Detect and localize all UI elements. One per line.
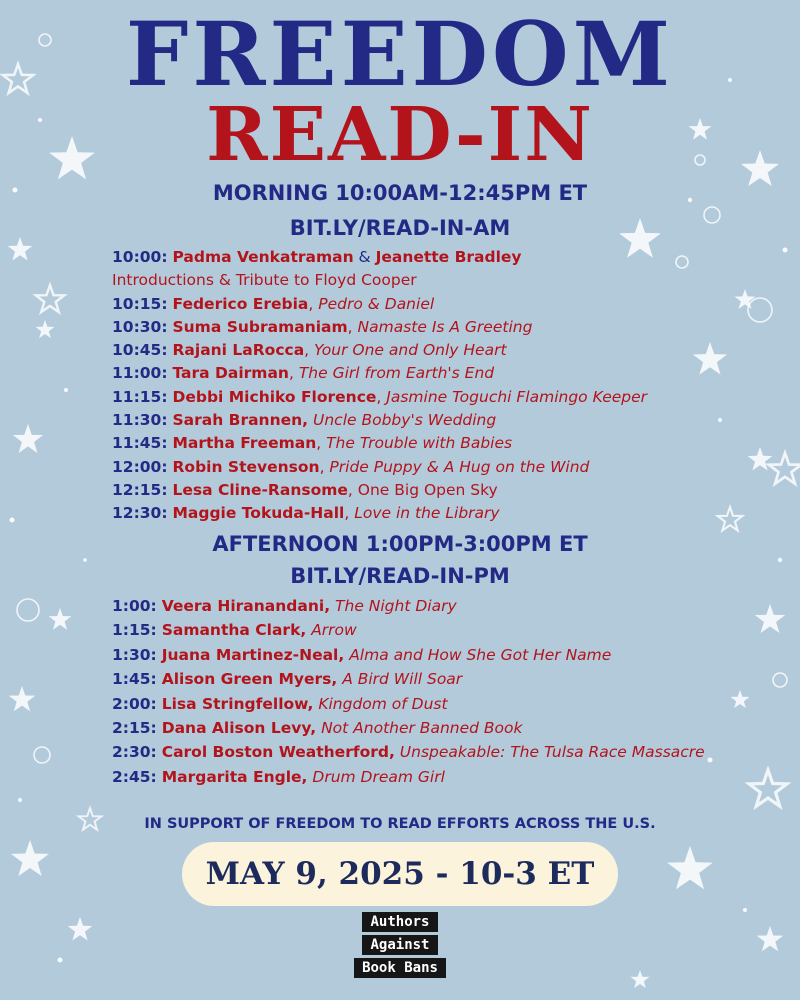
afternoon-link[interactable]: BIT.LY/READ-IN-PM [290,564,510,588]
logo-line: Book Bans [354,958,446,978]
book-title: Alma and How She Got Her Name [349,645,612,664]
morning-schedule [112,246,792,526]
book-title: Your One and Only Heart [314,341,507,360]
schedule-row [112,716,792,740]
author-name: Maggie Tokuda-Hall [172,504,345,523]
author-name: Robin Stevenson [172,457,320,476]
book-title: A Bird Will Soar [342,670,463,689]
author-name: Suma Subramaniam [172,317,348,336]
book-title: The Night Diary [335,597,457,615]
separator: , [304,341,315,360]
schedule-row [112,293,792,316]
logo-line: Authors [362,912,437,932]
session-time: 2:30: [112,743,157,762]
session-time: 11:15: [112,387,168,406]
schedule-row [112,246,792,269]
session-time: 10:00: [112,248,168,266]
name-separator: & [353,248,376,266]
book-title: Jasmine Toguchi Flamingo Keeper [386,387,648,406]
author-name: Juana Martinez-Neal, [161,645,345,664]
session-time: 1:15: [112,621,157,640]
schedule-row [112,409,792,432]
author-name: Dana Alison Levy, [161,718,317,737]
author-name: Lesa Cline-Ransome [172,480,348,499]
session-time: 11:30: [112,411,168,430]
author-name: Padma Venkatraman [172,248,354,266]
session-time: 1:30: [112,645,157,664]
schedule-row [112,432,792,455]
title-freedom: FREEDOM [125,2,675,106]
author-name: Jeanette Bradley [375,248,522,266]
book-title: One Big Open Sky [357,480,498,499]
schedule-row [112,594,792,618]
session-time: 11:45: [112,434,168,453]
schedule-row [112,643,792,667]
author-name: Lisa Stringfellow, [161,694,314,713]
schedule-row [112,269,792,292]
book-title: Pedro & Daniel [318,294,435,313]
morning-heading: MORNING 10:00AM-12:45PM ET [212,181,588,205]
session-time: 1:00: [112,597,157,615]
schedule-row [112,667,792,691]
author-name: Samantha Clark, [161,621,307,640]
session-time: 10:45: [112,341,168,360]
separator: , [344,504,355,523]
book-title: Uncle Bobby's Wedding [313,411,497,430]
separator: , [316,434,327,453]
book-title: Namaste Is A Greeting [357,317,533,336]
separator: , [308,294,319,313]
session-time: 1:45: [112,670,157,689]
book-title: Love in the Library [354,504,500,523]
afternoon-schedule [112,594,792,789]
book-title: The Trouble with Babies [326,434,513,453]
authors-against-book-bans-logo [335,912,465,981]
schedule-row [112,765,792,789]
separator: , [319,457,330,476]
session-time: 12:15: [112,480,168,499]
schedule-row [112,316,792,339]
event-date-badge: MAY 9, 2025 - 10-3 ET [182,842,618,906]
schedule-row [112,479,792,502]
schedule-row [112,456,792,479]
session-time: 12:00: [112,457,168,476]
author-name: Tara Dairman [172,364,289,383]
session-time: 2:15: [112,718,157,737]
author-name: Margarita Engle, [161,767,308,786]
book-title: Arrow [311,621,357,640]
separator: , [288,364,299,383]
schedule-row [112,692,792,716]
logo-line: Against [362,935,437,955]
morning-link[interactable]: BIT.LY/READ-IN-AM [289,216,511,240]
schedule-row [112,740,792,764]
book-title: Unspeakable: The Tulsa Race Massacre [399,743,705,762]
book-title: The Girl from Earth's End [298,364,495,383]
session-time: 2:00: [112,694,157,713]
book-title: Not Another Banned Book [321,718,523,737]
afternoon-heading: AFTERNOON 1:00PM-3:00PM ET [212,532,588,556]
book-title: Pride Puppy & A Hug on the Wind [329,457,590,476]
schedule-row [112,618,792,642]
author-name: Martha Freeman [172,434,317,453]
schedule-row [112,339,792,362]
separator: , [347,480,358,499]
session-time: 2:45: [112,767,157,786]
session-time: 12:30: [112,504,168,523]
schedule-row [112,362,792,385]
row-description: Introductions & Tribute to Floyd Cooper [112,271,417,290]
separator: , [347,317,358,336]
author-name: Rajani LaRocca [172,341,305,360]
author-name: Debbi Michiko Florence [172,387,377,406]
support-text: IN SUPPORT OF FREEDOM TO READ EFFORTS ACROSS THE U.S. [144,816,656,832]
book-title: Kingdom of Dust [318,694,448,713]
author-name: Veera Hiranandani, [161,597,331,615]
author-name: Sarah Brannen, [172,411,309,430]
separator: , [376,387,387,406]
session-time: 10:30: [112,317,168,336]
book-title: Drum Dream Girl [312,767,445,786]
session-time: 10:15: [112,294,168,313]
schedule-row [112,502,792,525]
session-time: 11:00: [112,364,168,383]
author-name: Federico Erebia [172,294,309,313]
author-name: Alison Green Myers, [161,670,338,689]
author-name: Carol Boston Weatherford, [161,743,395,762]
title-read-in: READ-IN [206,92,594,178]
schedule-row [112,386,792,409]
